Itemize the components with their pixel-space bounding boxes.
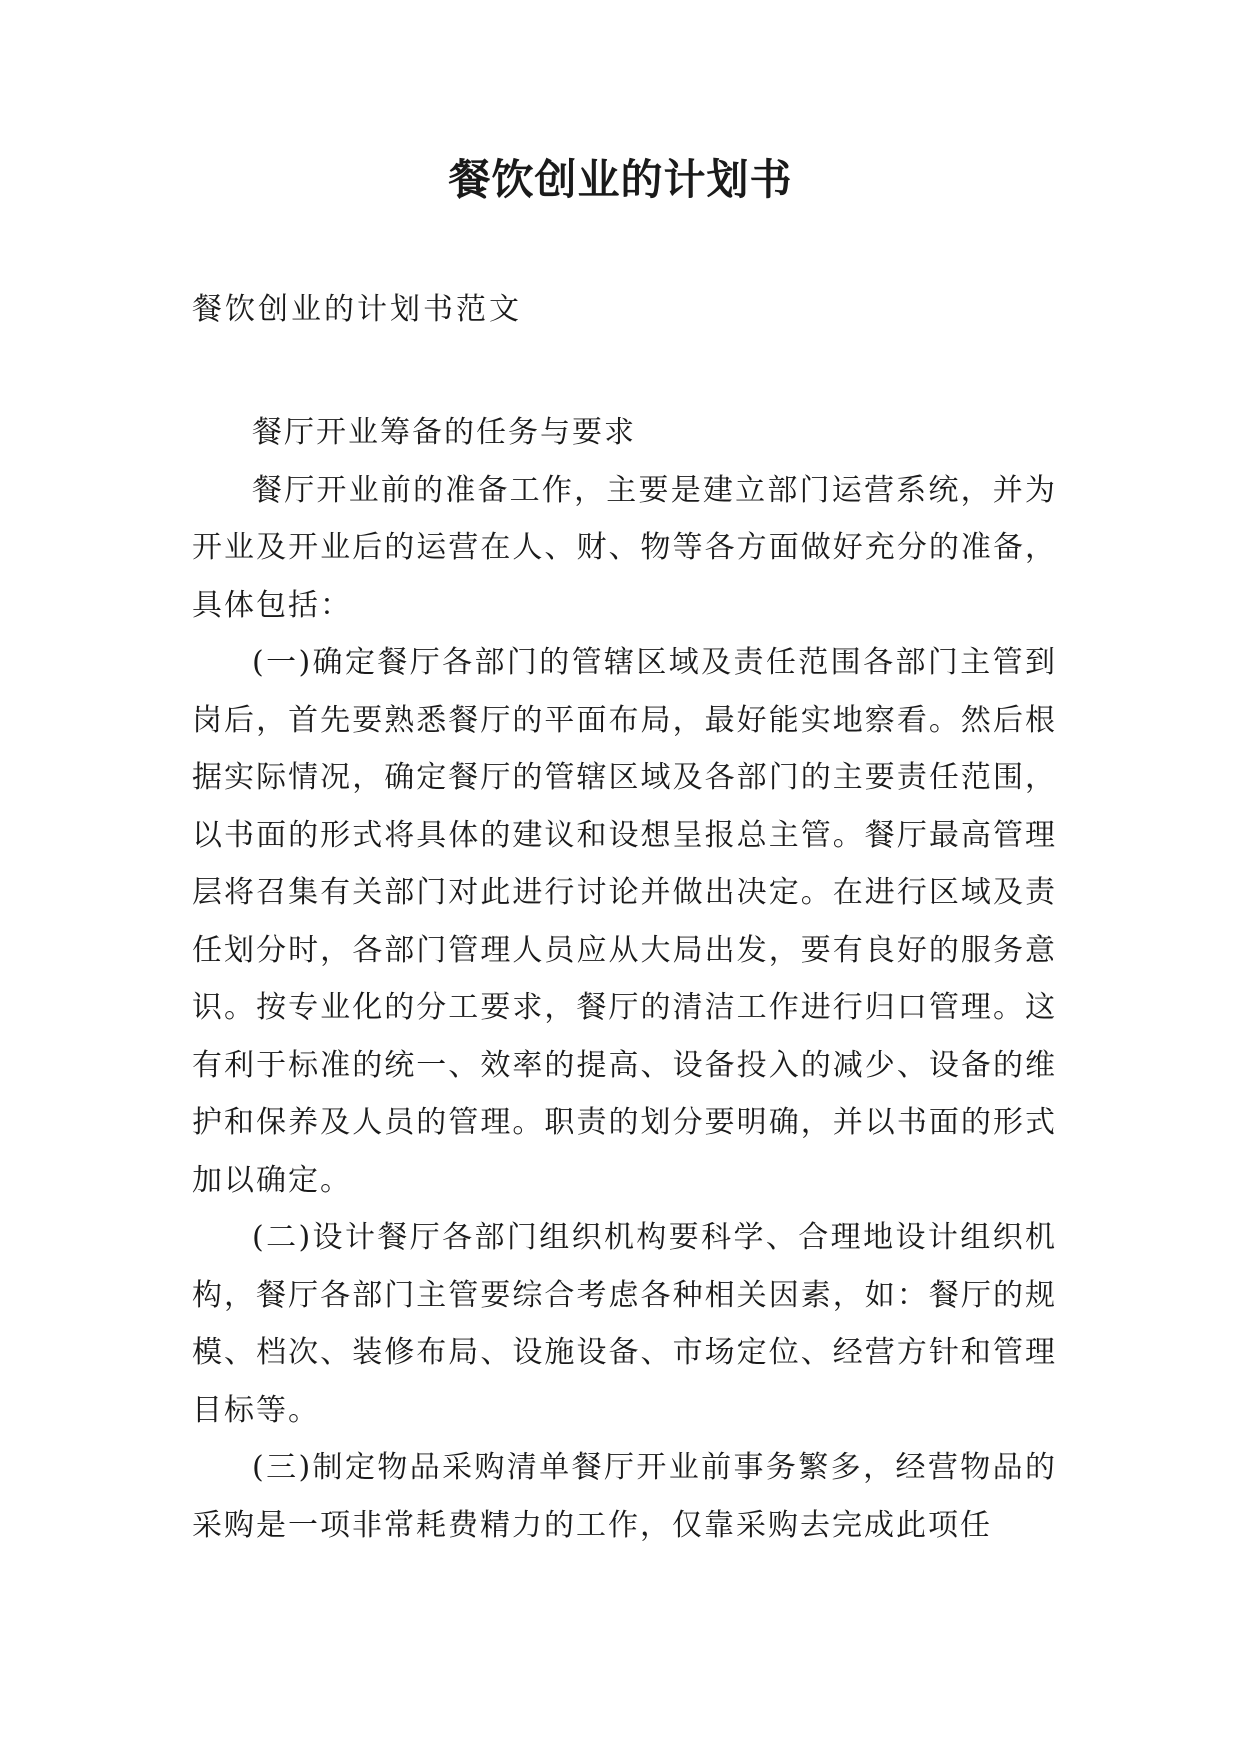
paragraph: (三)制定物品采购清单餐厅开业前事务繁多，经营物品的采购是一项非常耗费精力的工作，仅靠采购去完成此项任 xyxy=(192,1450,1057,1543)
paragraph: (二)设计餐厅各部门组织机构要科学、合理地设计组织机构，餐厅各部门主管要综合考虑各种相关因素，如：餐厅的规模、档次、装修布局、设施设备、市场定位、经营方针和管理目标等。 xyxy=(192,1220,1057,1428)
paragraph: 餐厅开业筹备的任务与要求 xyxy=(252,415,636,450)
paragraph: (一)确定餐厅各部门的管辖区域及责任范围各部门主管到岗后，首先要熟悉餐厅的平面布局，最好能实地察看。然后根据实际情况，确定餐厅的管辖区域及各部门的主要责任范围，以书面的形式将具体的建议和设想呈报总主管。餐厅最高管理层将召集有关部门对此进行讨论并做出决定。在进行区域及责任划分时，各部门管理人员应从大局出发，要有良好的服务意识。按专业化的分工要求，餐厅的清洁工作进行归口管理。这有利于标准的统一、效率的提高、设备投入的减少、设备的维护和保养及人员的管理。职责的划分要明确，并以书面的形式加以确定。 xyxy=(192,645,1057,1198)
document-subtitle: 餐饮创业的计划书范文 xyxy=(192,292,522,327)
document-body xyxy=(192,404,1057,1554)
paragraph: 餐厅开业前的准备工作，主要是建立部门运营系统，并为开业及开业后的运营在人、财、物等各方面做好充分的准备，具体包括： xyxy=(192,472,1057,623)
document-title: 餐饮创业的计划书 xyxy=(448,155,793,204)
